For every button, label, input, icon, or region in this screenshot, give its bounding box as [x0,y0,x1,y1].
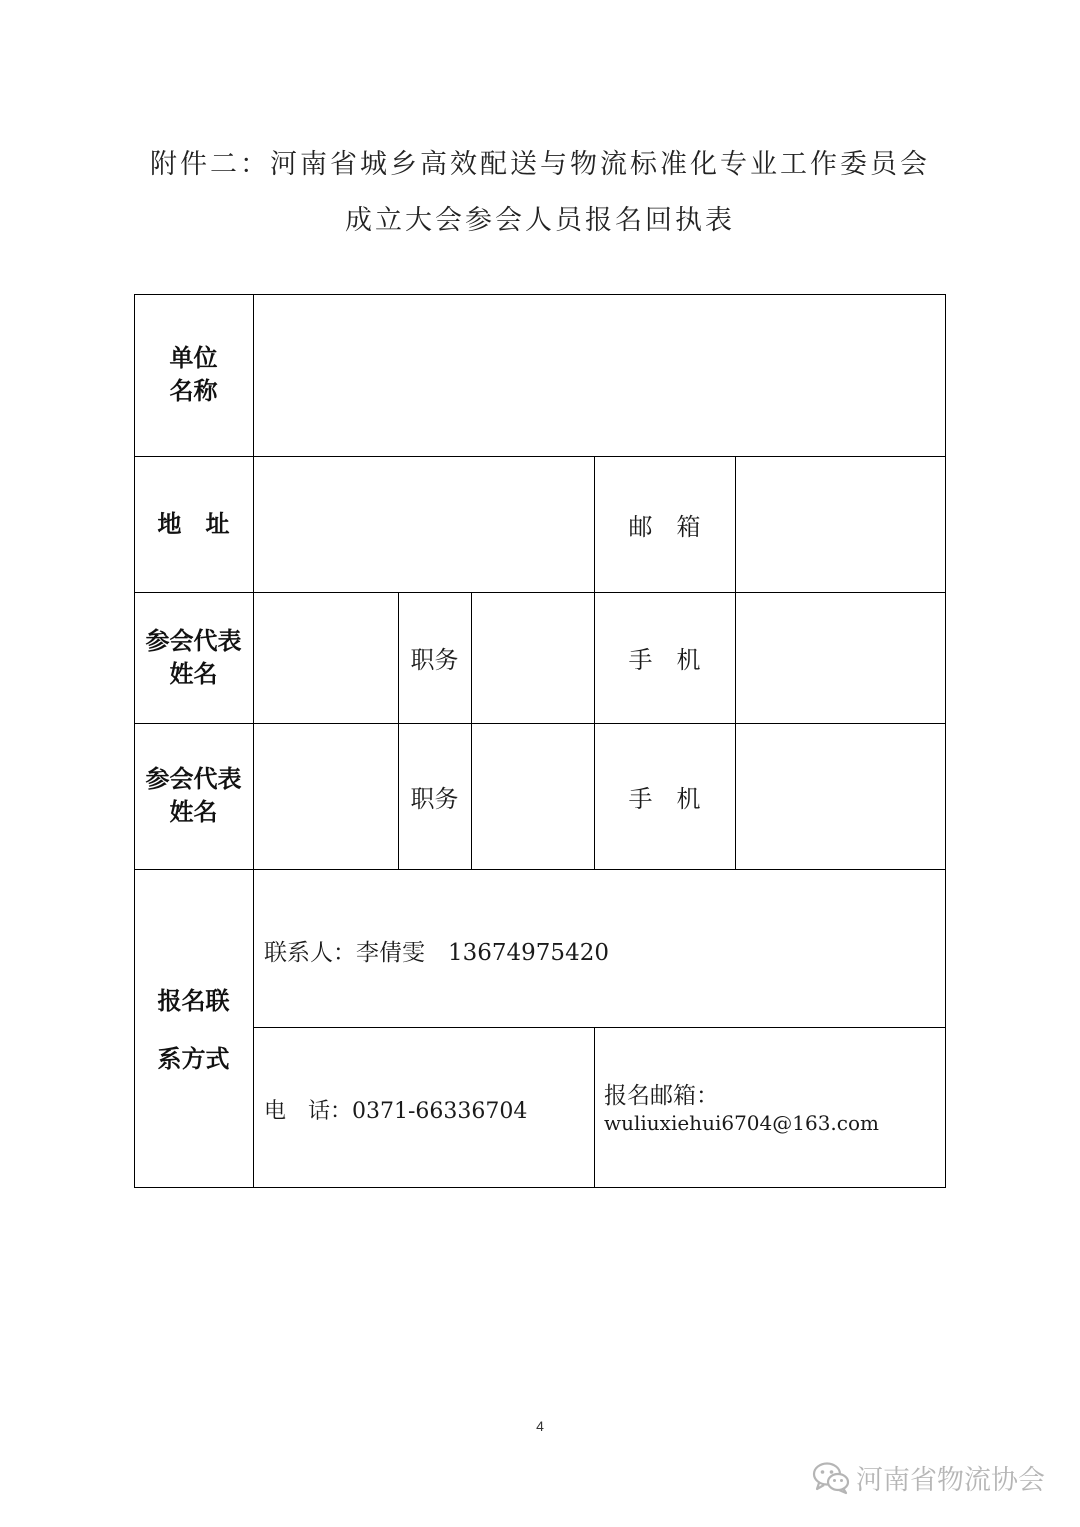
position-label: 职务 [410,784,459,813]
contact-person-text: 联系人：李倩雯 13674975420 [264,940,609,966]
postcode-field[interactable] [736,457,945,592]
representative-name-field[interactable] [254,724,398,869]
address-label: 地 址 [157,509,230,538]
representative-label [134,723,253,869]
wechat-icon [812,1461,850,1495]
mobile-label: 手 机 [628,646,701,674]
page-number: 4 [536,1418,544,1434]
unit-name-label-line-2: 名称 [169,377,218,405]
document-title-line-2: 成立大会参会人员报名回执表 [345,205,735,236]
watermark-text: 河南省物流协会 [856,1465,1045,1496]
unit-name-label-line-1: 单位 [169,344,218,372]
unit-name-field[interactable] [254,295,945,456]
registration-contact-label [134,869,253,1187]
position-field[interactable] [472,724,594,869]
registration-contact-label-line-1: 报名联 [157,987,230,1015]
table-row-divider [134,869,946,870]
table-row-divider [253,1027,946,1028]
unit-name-label [134,294,253,456]
mobile-field[interactable] [736,593,945,723]
table-column-divider [594,1027,595,1187]
representative-label-line-1: 参会代表 [145,765,242,793]
document-title-line-1: 附件二：河南省城乡高效配送与物流标准化专业工作委员会 [150,149,930,180]
registration-email-label: 报名邮箱： [604,1083,719,1109]
position-label: 职务 [410,646,459,674]
registration-form-table [134,294,946,1188]
table-border-bottom [134,1187,946,1188]
representative-name-field[interactable] [254,593,398,723]
mobile-label: 手 机 [628,784,701,813]
table-border-right [945,294,946,1188]
registration-contact-label-line-2: 系方式 [157,1045,230,1073]
representative-label-line-2: 姓名 [169,659,218,688]
publisher-watermark [812,1458,1045,1497]
representative-label-line-1: 参会代表 [145,626,242,655]
postcode-label: 邮 箱 [628,512,701,541]
representative-label-line-2: 姓名 [169,798,218,826]
mobile-field[interactable] [736,724,945,869]
representative-label [134,592,253,723]
position-field[interactable] [472,593,594,723]
telephone-text: 电 话：0371-66336704 [264,1099,528,1124]
registration-email-value[interactable]: wuliuxiehui6704@163.com [604,1111,879,1135]
address-field[interactable] [254,457,594,592]
